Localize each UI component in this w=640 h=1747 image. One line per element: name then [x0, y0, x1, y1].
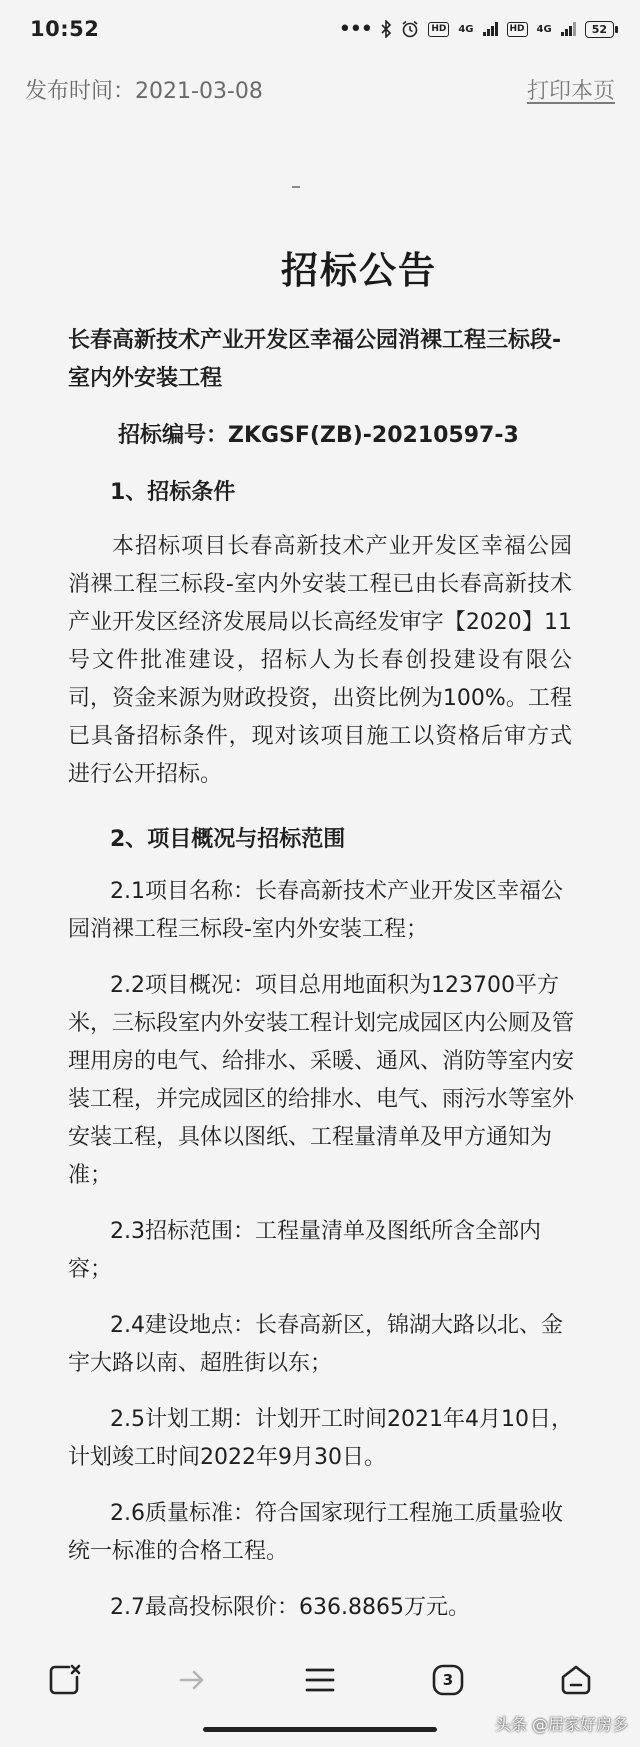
list-item: 2.2项目概况：项目总用地面积为123700平方米，三标段室内外安装工程计划完成园区内公厕及管理用房的电气、给排水、采暖、通风、消防等室内安装工程，并完成园区的给排水、电气、雨污水等室外安装工程，具体以图纸、工程量清单及甲方通知为准； — [68, 973, 575, 1188]
page-title: 招标公告 — [281, 249, 437, 292]
tabs-button[interactable] — [418, 1650, 478, 1710]
section-heading-1: 1、招标条件 — [110, 480, 236, 505]
status-time: 10:52 — [30, 17, 100, 41]
article-meta-row — [0, 58, 640, 120]
project-number: 招标编号：ZKGSF(ZB)-20210597-3 — [118, 423, 519, 448]
network-type-2: 4G — [536, 23, 552, 35]
close-icon — [47, 1663, 81, 1697]
bluetooth-icon — [380, 20, 392, 38]
forward-button[interactable] — [162, 1650, 222, 1710]
signal-icon-2 — [561, 22, 576, 36]
menu-icon — [305, 1667, 335, 1693]
browser-bottom-bar — [0, 1640, 640, 1720]
tab-count: 3 — [442, 1671, 454, 1689]
home-indicator[interactable] — [203, 1727, 437, 1732]
article-content — [0, 230, 640, 1627]
publish-info — [25, 74, 263, 105]
status-bar — [0, 0, 640, 58]
print-page-link[interactable]: 打印本页 — [526, 78, 615, 104]
section-heading-2: 2、项目概况与招标范围 — [110, 827, 346, 852]
hd-icon: HD — [428, 22, 449, 37]
battery-icon: 52 — [585, 21, 614, 38]
list-item: 2.1项目名称：长春高新技术产业开发区幸福公园消裸工程三标段-室内外安装工程； — [68, 879, 563, 942]
project-title: 长春高新技术产业开发区幸福公园消裸工程三标段-室内外安装工程 — [68, 328, 562, 391]
forward-icon — [177, 1665, 207, 1695]
list-item: 2.4建设地点：长春高新区，锦湖大路以北、金宇大路以南、超胜街以东； — [68, 1313, 563, 1376]
section-1-body: 本招标项目长春高新技术产业开发区幸福公园消裸工程三标段-室内外安装工程已由长春高新技术产业开发区经济发展局以长高经发审字【2020】11号文件批准建设，招标人为长春创投建设有限公司，资金来源为财政投资，出资比例为100%。工程已具备招标条件，现对该项目施工以资格后审方式进行公开招标。 — [68, 534, 572, 787]
home-button[interactable] — [546, 1650, 606, 1710]
network-type-1: 4G — [458, 23, 474, 35]
watermark: 头条 @居家好房多 — [494, 1715, 628, 1734]
list-item: 2.3招标范围：工程量清单及图纸所含全部内容； — [68, 1219, 541, 1282]
publish-label: 发布时间： — [25, 78, 136, 104]
signal-icon — [483, 22, 498, 36]
divider-dash — [292, 186, 300, 188]
hd-icon-2: HD — [507, 22, 528, 37]
home-icon — [559, 1663, 593, 1697]
close-page-button[interactable] — [34, 1650, 94, 1710]
list-item: 2.6质量标准：符合国家现行工程施工质量验收统一标准的合格工程。 — [68, 1501, 563, 1564]
list-item: 2.7最高投标限价：636.8865万元。 — [110, 1595, 470, 1620]
more-dots-icon: ••• — [338, 16, 372, 42]
menu-button[interactable] — [290, 1650, 350, 1710]
publish-date: 2021-03-08 — [135, 78, 263, 104]
alarm-icon — [401, 20, 419, 38]
list-item: 2.5计划工期：计划开工时间2021年4月10日，计划竣工时间2022年9月30日。 — [68, 1407, 573, 1470]
status-icons — [338, 17, 614, 42]
